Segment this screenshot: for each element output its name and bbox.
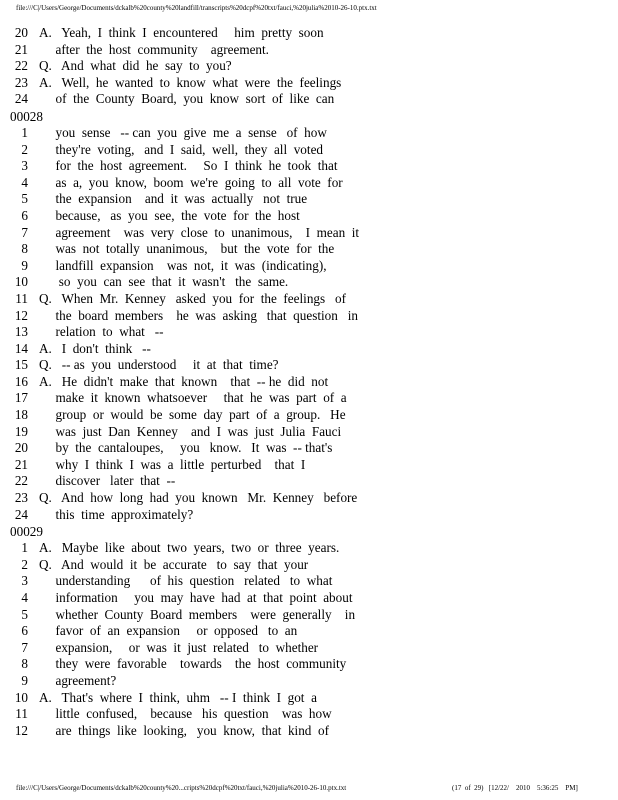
transcript-line (10, 241, 600, 258)
line-number: 9 (21, 257, 28, 273)
line-text: relation to what -- (39, 324, 164, 340)
line-number: 2 (21, 141, 28, 157)
transcript-line (10, 291, 600, 308)
line-number: 14 (14, 340, 28, 356)
line-number: 19 (14, 423, 28, 439)
line-text: A. Maybe like about two years, two or three years. (39, 540, 340, 556)
line-text: information you may have had at that point about (39, 590, 353, 605)
transcript-line (10, 42, 600, 59)
line-text: Q. And would it be accurate to say that your (39, 556, 309, 572)
line-number: 3 (21, 573, 28, 589)
line-text: you sense -- can you give me a sense of how (39, 124, 327, 140)
transcript-line (10, 473, 600, 490)
line-text: little confused, because his question was how (39, 706, 332, 722)
line-text: as a, you know, boom we're going to all vote for (39, 174, 343, 190)
line-text: expansion, or was it just related to whether (39, 639, 319, 655)
page-marker: 00028 (10, 108, 43, 124)
line-text: Q. And how long had you known Mr. Kenney before (39, 490, 358, 506)
transcript-line (10, 706, 600, 723)
page-info-footer: (17 of 29) [12/22/ 2010 5:36:25 PM] (452, 784, 578, 792)
line-number: 5 (21, 606, 28, 622)
transcript-line (10, 490, 600, 507)
transcript-line (10, 573, 600, 590)
page-marker: 00029 (10, 524, 43, 540)
line-text: the board members he was asking that question in (39, 307, 359, 323)
line-number: 24 (14, 91, 28, 107)
transcript-line (10, 25, 600, 42)
transcript-line (10, 656, 600, 673)
line-number: 23 (14, 490, 28, 506)
line-text: A. He didn't make that known that -- he did not (39, 373, 329, 389)
line-text: A. Yeah, I think I encountered him pretty soon (39, 25, 324, 40)
line-text: they were favorable towards the host community (39, 656, 347, 672)
transcript-line (10, 91, 600, 108)
line-text: for the host agreement. So I think he took that (39, 158, 338, 174)
line-text: the expansion and it was actually not true (39, 191, 308, 207)
transcript-line (10, 457, 600, 474)
transcript-line (10, 208, 600, 225)
line-number: 4 (21, 174, 28, 190)
line-text: of the County Board, you know sort of like can (39, 91, 335, 107)
transcript-line (10, 341, 600, 358)
line-text: was not totally unanimous, but the vote for the (39, 241, 335, 257)
line-number: 16 (14, 373, 28, 389)
line-number: 6 (21, 623, 28, 639)
transcript-line (10, 557, 600, 574)
transcript-line (10, 623, 600, 640)
line-text: A. I don't think -- (39, 340, 151, 356)
transcript-line (10, 640, 600, 657)
transcript-line (10, 590, 600, 607)
line-text: this time approximately? (39, 506, 194, 522)
transcript-line (10, 158, 600, 175)
line-number: 8 (21, 241, 28, 257)
transcript-body (10, 25, 600, 739)
line-text: discover later that -- (39, 473, 176, 489)
line-number: 5 (21, 191, 28, 207)
transcript-line (10, 125, 600, 142)
line-text: are things like looking, you know, that kind of (39, 722, 329, 738)
line-text: because, as you see, the vote for the host (39, 207, 300, 223)
line-text: A. That's where I think, uhm -- I think I got a (39, 689, 317, 705)
line-text: they're voting, and I said, well, they all voted (39, 141, 324, 157)
line-text: was just Dan Kenney and I was just Julia Fauci (39, 423, 342, 439)
line-text: agreement was very close to unanimous, I mean it (39, 224, 360, 240)
transcript-line (10, 723, 600, 740)
line-text: Q. And what did he say to you? (39, 58, 232, 74)
transcript-line (10, 424, 600, 441)
transcript-line (10, 142, 600, 159)
line-number: 1 (21, 124, 28, 140)
line-number: 12 (14, 722, 28, 738)
transcript-line (10, 324, 600, 341)
line-text: make it known whatsoever that he was part of a (39, 390, 347, 406)
line-text: understanding of his question related to what (39, 573, 333, 589)
transcript-line (10, 407, 600, 424)
line-text: Q. -- as you understood it at that time? (39, 357, 279, 373)
line-text: Q. When Mr. Kenney asked you for the feelings of (39, 290, 347, 306)
line-text: landfill expansion was not, it was (indicating), (39, 257, 327, 273)
line-number: 8 (21, 656, 28, 672)
line-number: 13 (14, 324, 28, 340)
line-number: 6 (21, 207, 28, 223)
transcript-line (10, 75, 600, 92)
line-text: agreement? (39, 672, 117, 688)
line-text: why I think I was a little perturbed that I (39, 456, 306, 472)
line-number: 21 (14, 41, 28, 57)
transcript-line (10, 175, 600, 192)
transcript-line (10, 673, 600, 690)
line-text: whether County Board members were generally in (39, 606, 356, 622)
transcript-line (10, 440, 600, 457)
line-number: 23 (14, 74, 28, 90)
line-number: 2 (21, 556, 28, 572)
line-number: 3 (21, 158, 28, 174)
transcript-line (10, 607, 600, 624)
transcript-line (10, 191, 600, 208)
line-number: 1 (21, 540, 28, 556)
file-path-header: file:///C|/Users/George/Documents/dckalb%20county%20landfill/transcripts%20dcpf%20txt/fauci,%20julia%2010-26-10.ptx.txt (16, 4, 377, 12)
line-number: 21 (14, 456, 28, 472)
line-number: 15 (14, 357, 28, 373)
transcript-line (10, 58, 600, 75)
transcript-line (10, 225, 600, 242)
line-text: A. Well, he wanted to know what were the feelings (39, 74, 342, 90)
line-number: 20 (14, 440, 28, 456)
line-number: 18 (14, 407, 28, 423)
line-text: favor of an expansion or opposed to an (39, 623, 298, 639)
transcript-line (10, 507, 600, 524)
line-number: 11 (15, 290, 28, 306)
transcript-line (10, 357, 600, 374)
line-number: 11 (15, 706, 28, 722)
line-number: 7 (21, 639, 28, 655)
transcript-line (10, 258, 600, 275)
transcript-line (10, 390, 600, 407)
line-number: 22 (14, 473, 28, 489)
line-number: 12 (14, 307, 28, 323)
line-number: 24 (14, 506, 28, 522)
line-number: 20 (14, 25, 28, 40)
transcript-line (10, 374, 600, 391)
line-number: 22 (14, 58, 28, 74)
line-text: so you can see that it wasn't the same. (39, 274, 289, 290)
line-number: 7 (21, 224, 28, 240)
line-number: 10 (14, 274, 28, 290)
transcript-line (10, 540, 600, 557)
transcript-line (10, 690, 600, 707)
line-number: 4 (21, 590, 28, 605)
line-text: group or would be some day part of a group. He (39, 407, 346, 423)
line-number: 10 (14, 689, 28, 705)
file-path-footer: file:///C|/Users/George/Documents/dckalb%20county%20...cripts%20dcpf%20txt/fauci,%20julia%2010-26-10.ptx.txt (16, 784, 347, 792)
transcript-line (10, 274, 600, 291)
line-text: after the host community agreement. (39, 41, 269, 57)
line-text: by the cantaloupes, you know. It was -- that's (39, 440, 333, 456)
transcript-line (10, 308, 600, 325)
line-number: 9 (21, 672, 28, 688)
line-number: 17 (14, 390, 28, 406)
